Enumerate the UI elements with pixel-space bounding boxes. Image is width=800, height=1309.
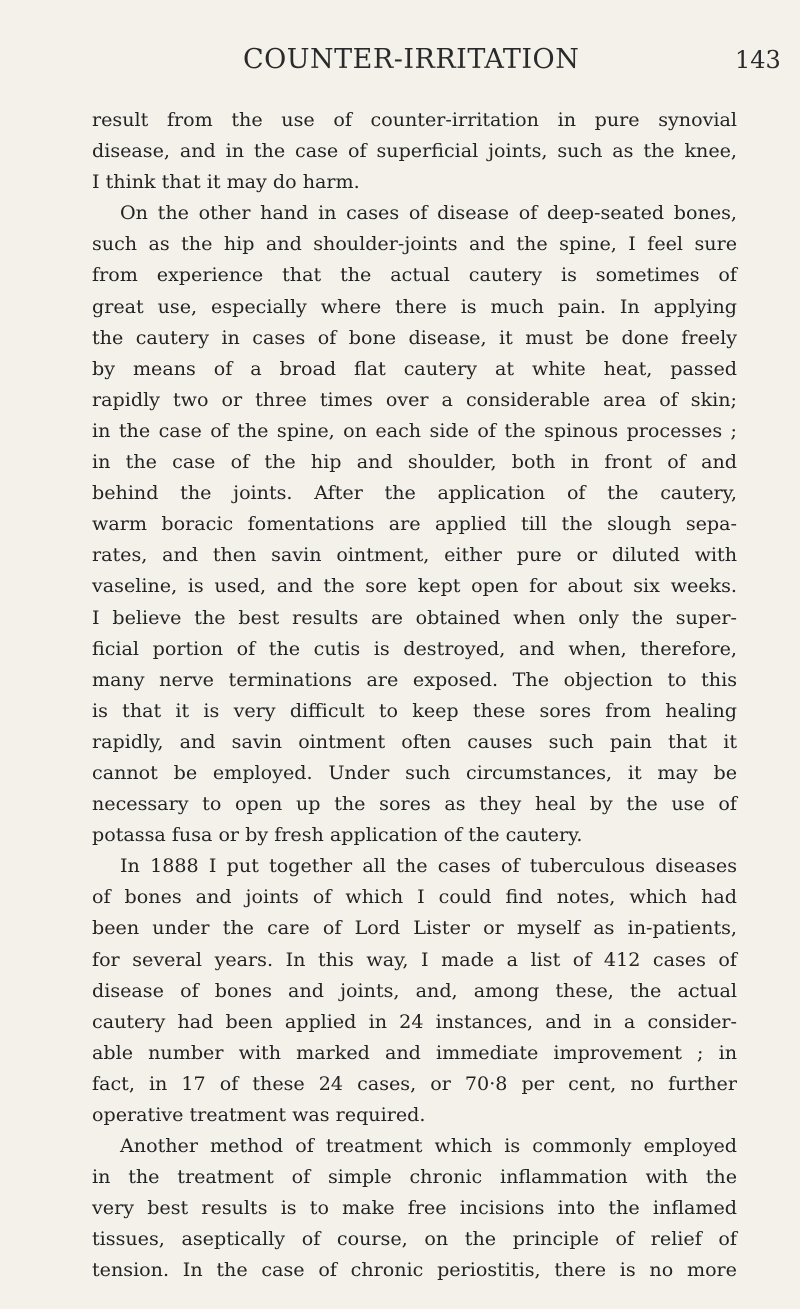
paragraph [92, 197, 737, 850]
body-text [92, 104, 737, 1286]
text-line: result from the use of counter-irritation in pure synovial [92, 108, 737, 131]
text-line: cannot be employed. Under such circumstances, it may be [92, 760, 737, 784]
text-line: by means of a broad flat cautery at white heat, passed [92, 356, 737, 380]
text-line: disease of bones and joints, and, among these, the actual [92, 978, 737, 1002]
paragraph [92, 850, 737, 1130]
text-line: tissues, aseptically of course, on the principle of relief of [92, 1227, 737, 1251]
paragraph [92, 104, 737, 197]
text-line: of bones and joints of which I could find notes, which had [92, 885, 737, 909]
text-line: In 1888 I put together all the cases of tuberculous diseases [120, 854, 737, 878]
text-line: rates, and then savin ointment, either pure or diluted with [92, 543, 737, 567]
text-line: fact, in 17 of these 24 cases, or 70·8 per cent, no further [92, 1071, 737, 1095]
text-line: I believe the best results are obtained when only the super- [92, 605, 737, 629]
paragraph [92, 1130, 737, 1285]
text-line: from experience that the actual cautery is sometimes of [92, 263, 737, 287]
text-line: the cautery in cases of bone disease, it must be done freely [92, 325, 737, 349]
text-line: warm boracic fomentations are applied till the slough sepa- [92, 512, 737, 536]
text-line: many nerve terminations are exposed. The objection to this [92, 667, 737, 691]
text-line: necessary to open up the sores as they heal by the use of [92, 792, 737, 816]
text-line: rapidly two or three times over a considerable area of skin; [92, 387, 737, 411]
page-header [0, 44, 800, 84]
text-line: cautery had been applied in 24 instances, and in a consider- [92, 1009, 737, 1033]
running-title: COUNTER-IRRITATION [243, 44, 580, 75]
text-line: Another method of treatment which is commonly employed [120, 1134, 737, 1158]
text-line: been under the care of Lord Lister or myself as in-patients, [92, 916, 737, 940]
text-line: is that it is very difficult to keep these sores from healing [92, 698, 737, 722]
page-number: 143 [735, 46, 781, 74]
text-line: disease, and in the case of superficial joints, such as the knee, [92, 139, 737, 163]
text-line: very best results is to make free incisions into the inflamed [92, 1196, 737, 1220]
text-line: in the treatment of simple chronic inflammation with the [92, 1165, 737, 1189]
text-line: vaseline, is used, and the sore kept open for about six weeks. [92, 574, 737, 598]
text-line: tension. In the case of chronic periostitis, there is no more [92, 1258, 737, 1282]
text-line: in the case of the spine, on each side of the spinous processes ; [92, 418, 737, 442]
text-line: potassa fusa or by fresh application of the cautery. [92, 823, 583, 847]
text-line: in the case of the hip and shoulder, both in front of and [92, 450, 737, 474]
text-line: ficial portion of the cutis is destroyed, and when, therefore, [92, 636, 737, 660]
text-line: able number with marked and immediate improvement ; in [92, 1040, 737, 1064]
text-line: such as the hip and shoulder-joints and the spine, I feel sure [92, 232, 737, 256]
text-line: great use, especially where there is much pain. In applying [92, 294, 737, 318]
text-line: rapidly, and savin ointment often causes such pain that it [92, 729, 737, 753]
text-line: operative treatment was required. [92, 1103, 426, 1126]
text-line: behind the joints. After the application of the cautery, [92, 481, 737, 505]
text-line: for several years. In this way, I made a list of 412 cases of [92, 947, 737, 971]
text-line: I think that it may do harm. [92, 170, 360, 194]
text-line: On the other hand in cases of disease of deep-seated bones, [120, 201, 737, 225]
